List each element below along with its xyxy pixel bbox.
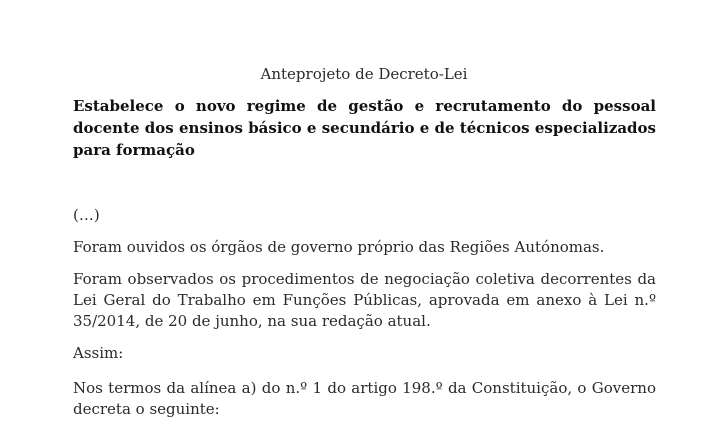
document-title: Estabelece o novo regime de gestão e recrutamento do pessoal docente dos ensinos básico e secundário e de técnicos especializados para formação xyxy=(73,97,656,159)
ellipsis-paragraph: (…) xyxy=(73,206,100,224)
paragraph-assim: Assim: xyxy=(73,344,124,362)
paragraph-collective-negotiation: Foram observados os procedimentos de negociação coletiva decorrentes da Lei Geral do Trabalho em Funções Públicas, aprovada em anexo à Lei n.º 35/2014, de 20 de junho, na sua redação atual. xyxy=(73,270,656,330)
document-type-heading: Anteprojeto de Decreto-Lei xyxy=(260,65,468,83)
paragraph-decree-basis: Nos termos da alínea a) do n.º 1 do artigo 198.º da Constituição, o Governo decreta o seguinte: xyxy=(73,379,656,418)
paragraph-regions-heard: Foram ouvidos os órgãos de governo próprio das Regiões Autónomas. xyxy=(73,238,605,256)
